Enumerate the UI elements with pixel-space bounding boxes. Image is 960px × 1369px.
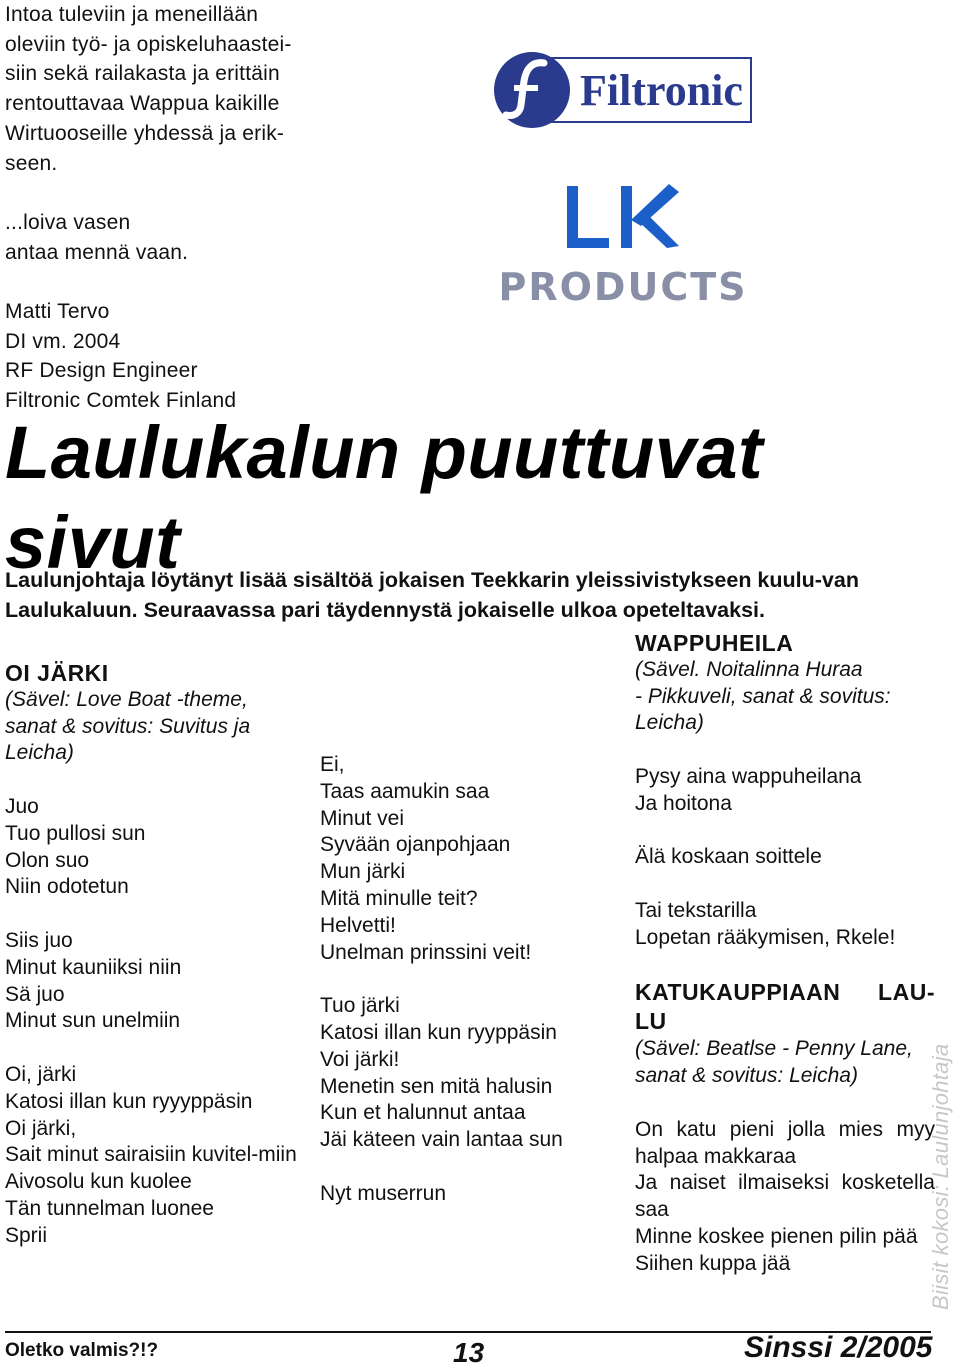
lyric-line: Aivosolu kun kuolee	[5, 1170, 192, 1194]
spacer	[5, 178, 305, 208]
footer-section-label: Oletko valmis?!?	[5, 1340, 159, 1361]
song-title: WAPPUHEILA	[635, 630, 794, 656]
intro-line: siin sekä railakasta ja erittäin	[5, 62, 280, 86]
song-title: OI JÄRKI	[5, 660, 109, 686]
article-title	[5, 408, 763, 588]
songs-right-column	[635, 630, 935, 1278]
spacer	[635, 952, 935, 979]
signature-line: Matti Tervo	[5, 300, 110, 323]
lyric-line: On katu pieni jolla mies myy halpaa makkaraa	[635, 1117, 935, 1168]
article-title-line: sivut	[5, 501, 181, 584]
spacer	[320, 966, 620, 993]
lyric-line: Ei,	[320, 753, 345, 776]
lyric-line: Ja hoitona	[635, 791, 732, 815]
lyric-line: Minne koskee pienen pilin pää	[635, 1224, 918, 1248]
motto-line: antaa mennä vaan.	[5, 240, 189, 264]
intro-line: Intoa tuleviin ja meneillään	[5, 3, 259, 26]
lyric-line: Pysy aina wappuheilana	[635, 764, 862, 788]
lyric-line: Sait minut sairaisiin kuvitel-miin	[5, 1143, 297, 1167]
lyric-line: Oi järki,	[5, 1116, 77, 1140]
spacer	[635, 737, 935, 764]
spacer	[5, 267, 305, 297]
side-credit: Biisit kokosi: Laulunjohtaja	[928, 1043, 953, 1310]
lyric-line: Sprii	[5, 1223, 48, 1247]
lyric-line: Syvään ojanpohjaan	[320, 833, 511, 857]
song-meta: Leicha)	[635, 711, 704, 735]
lyric-line: Älä koskaan soittele	[635, 845, 822, 869]
filtronic-wordmark: Filtronic	[580, 66, 743, 115]
lk-products-logo	[481, 180, 765, 306]
spacer	[635, 871, 935, 898]
lyric-line: Helvetti!	[320, 913, 396, 937]
lyric-line: Unelman prinssini veit!	[320, 940, 532, 964]
song-meta: - Pikkuveli, sanat & sovitus:	[635, 684, 891, 708]
intro-line: Wirtuooseille yhdessä ja erik-	[5, 121, 285, 145]
spacer	[635, 818, 935, 845]
lyric-line: Siis juo	[5, 928, 73, 952]
song-meta: sanat & sovitus: Leicha)	[635, 1064, 858, 1088]
lyric-line: Katosi illan kun ryyppäsin	[320, 1020, 557, 1044]
intro-line: seen.	[5, 151, 58, 175]
lyric-line: Voi järki!	[320, 1047, 400, 1071]
lyric-line: Tän tunnelman luonee	[5, 1196, 214, 1220]
lyric-line: Nyt muserrun	[320, 1181, 447, 1205]
filtronic-logo	[492, 47, 754, 133]
lyric-line: Taas aamukin saa	[320, 779, 490, 803]
song-meta: sanat & sovitus: Suvitus ja	[5, 714, 251, 738]
song-oi-jarki-column	[5, 660, 300, 1250]
intro-line: oleviin työ- ja opiskeluhaastei-	[5, 32, 292, 56]
lyric-line: Sä juo	[5, 982, 65, 1006]
lyric-line: Niin odotetun	[5, 875, 129, 899]
lyric-line: Menetin sen mitä halusin	[320, 1074, 553, 1098]
song-title: KATUKAUPPIAAN LAU-LU	[635, 979, 935, 1035]
lyric-line: Lopetan rääkymisen, Rkele!	[635, 925, 896, 949]
lyric-line: Tuo pullosi sun	[5, 821, 146, 845]
spacer	[320, 1154, 620, 1181]
song-oi-jarki-continued-column	[320, 752, 620, 1208]
lk-mark-icon	[481, 180, 765, 306]
article-title-line: Laulukalun puuttuvat	[5, 411, 764, 494]
article-lead: Laulunjohtaja löytänyt lisää sisältöä jokaisen Teekkarin yleissivistykseen kuulu-van Laulukaluun. Seuraavassa pari täydennystä jokaiselle ulkoa opeteltavaksi.	[5, 568, 859, 622]
lyric-line: Tai tekstarilla	[635, 898, 757, 922]
motto-line: ...loiva vasen	[5, 210, 131, 234]
signature-line: RF Design Engineer	[5, 359, 198, 383]
spacer	[5, 901, 300, 928]
signature-line: DI vm. 2004	[5, 329, 121, 353]
song-meta: (Sävel. Noitalinna Huraa	[635, 657, 863, 681]
spacer	[5, 1035, 300, 1062]
lyric-line: Minut kauniiksi niin	[5, 955, 182, 979]
lyric-line: Siihen kuppa jää	[635, 1251, 791, 1275]
signature-line: Filtronic Comtek Finland	[5, 389, 237, 413]
spacer	[635, 1090, 935, 1117]
song-meta: (Sävel: Beatlse - Penny Lane,	[635, 1037, 913, 1061]
song-meta: (Sävel: Love Boat -theme,	[5, 687, 248, 711]
spacer	[5, 767, 300, 794]
lyric-line: Kun et halunnut antaa	[320, 1101, 526, 1125]
intro-block	[5, 0, 305, 416]
lyric-line: Olon suo	[5, 848, 90, 872]
publication-issue: Sinssi 2/2005	[744, 1331, 933, 1364]
lyric-line: Oi, järki	[5, 1062, 77, 1086]
intro-line: rentouttavaa Wappua kaikille	[5, 92, 280, 116]
lyric-line: Katosi illan kun ryyyppäsin	[5, 1089, 253, 1113]
lyric-line: Jäi käteen vain lantaa sun	[320, 1128, 563, 1152]
lyric-line: Juo	[5, 794, 39, 818]
lyric-line: Minut sun unelmiin	[5, 1009, 181, 1033]
lyric-line: Tuo järki	[320, 994, 400, 1018]
lyric-line: Minut vei	[320, 806, 405, 830]
lyric-line: Ja naiset ilmaiseksi kosketella saa	[635, 1171, 935, 1222]
lyric-line: Mun järki	[320, 860, 406, 884]
page-number: 13	[453, 1337, 485, 1368]
song-meta: Leicha)	[5, 741, 74, 765]
lyric-line: Mitä minulle teit?	[320, 886, 478, 910]
lk-products-wordmark: PRODUCTS	[498, 265, 748, 306]
filtronic-f-logo-icon	[492, 47, 754, 133]
